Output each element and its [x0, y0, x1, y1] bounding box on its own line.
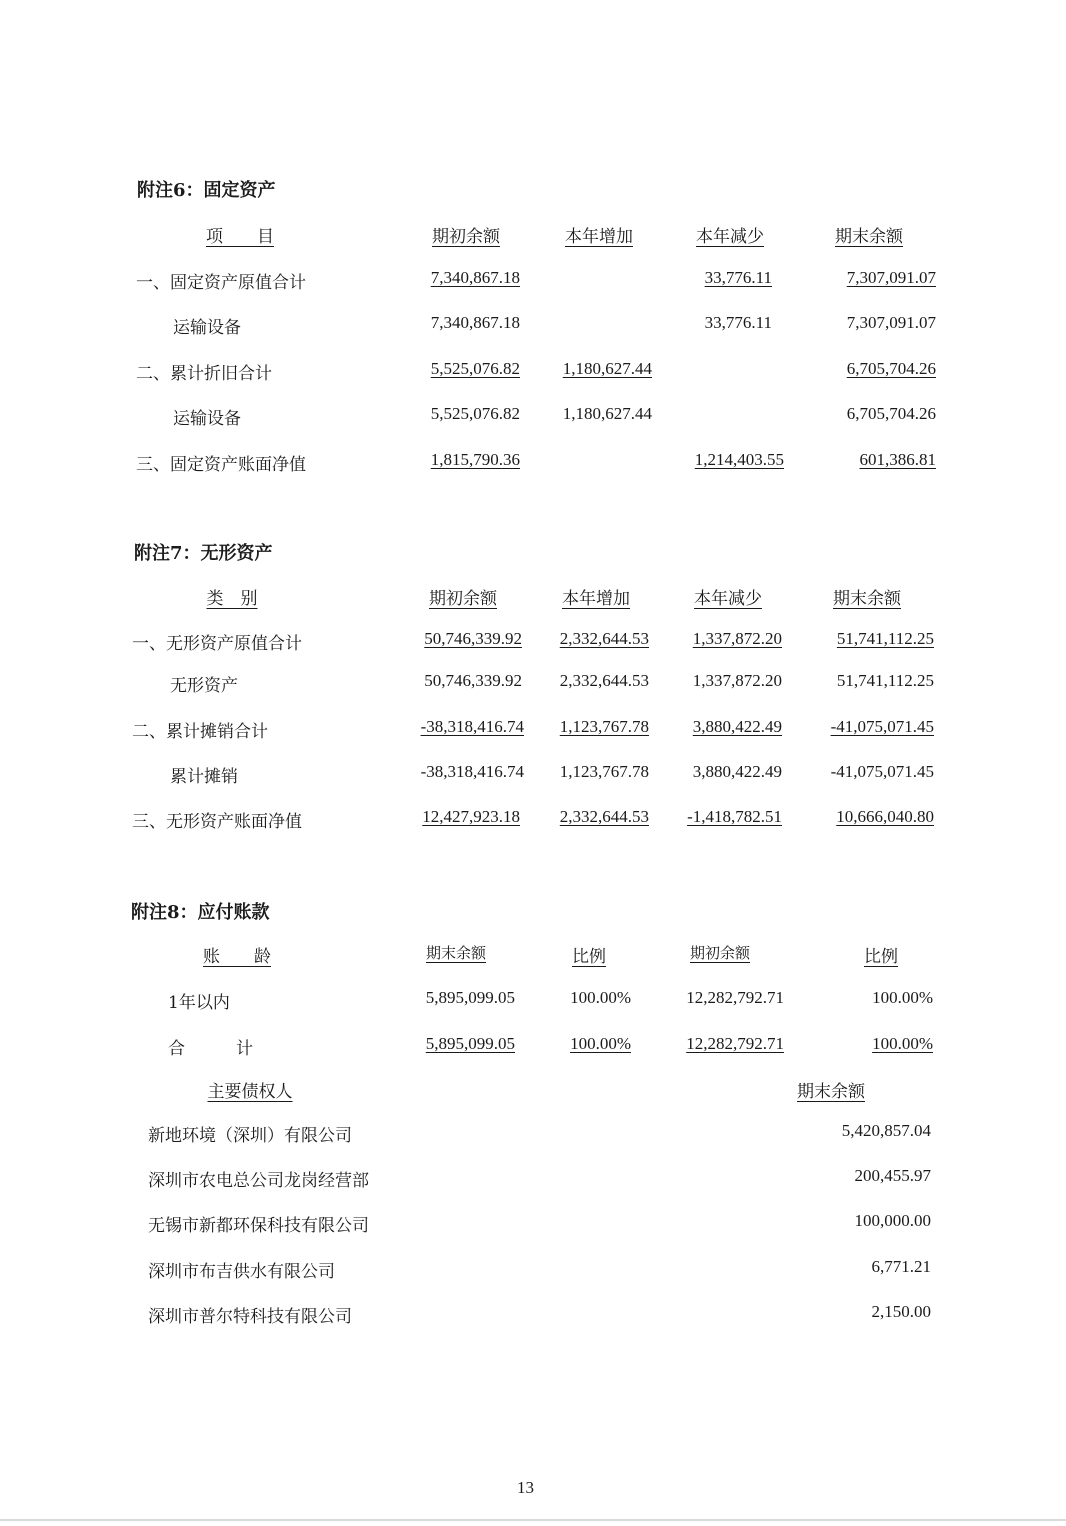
note8-row-label: 合 计	[168, 1039, 253, 1059]
note6-cell: 5,525,076.82	[430, 359, 520, 378]
note7-row-label: 无形资产	[170, 676, 238, 696]
note7-cell: 10,666,040.80	[836, 807, 934, 826]
note7-row-label: 一、无形资产原值合计	[132, 634, 302, 654]
note8-cell: 12,282,792.71	[686, 988, 784, 1007]
creditor-name: 新地环境（深圳）有限公司	[148, 1126, 352, 1146]
note6-header-closing: 期末余额	[835, 227, 903, 247]
creditor-name: 无锡市新都环保科技有限公司	[148, 1216, 369, 1236]
note8-cell: 100.00%	[570, 988, 631, 1007]
note8-row-label: 1年以内	[168, 993, 230, 1013]
note6-row-label: 运输设备	[173, 409, 241, 429]
creditor-header: 主要债权人	[207, 1082, 293, 1102]
note7-cell: -41,075,071.45	[830, 717, 934, 736]
note8-header-closing: 期末余额	[425, 944, 486, 962]
creditor-amount-header: 期末余额	[797, 1082, 865, 1102]
note8-cell: 100.00%	[570, 1034, 631, 1053]
note7-cell: 3,880,422.49	[692, 717, 782, 736]
creditor-name: 深圳市农电总公司龙岗经营部	[148, 1171, 369, 1191]
creditor-amount: 6,771.21	[871, 1257, 931, 1276]
note6-cell: 1,180,627.44	[562, 359, 652, 378]
note6-cell: 7,340,867.18	[430, 313, 520, 332]
page-number: 13	[517, 1478, 534, 1497]
note6-cell: 7,307,091.07	[846, 313, 936, 332]
note7-cell: 50,746,339.92	[424, 671, 522, 690]
creditor-amount: 5,420,857.04	[841, 1121, 931, 1140]
note7-cell: 1,123,767.78	[559, 762, 649, 781]
note7-cell: 3,880,422.49	[692, 762, 782, 781]
note6-row-label: 一、固定资产原值合计	[136, 273, 306, 293]
note6-header-item: 项 目	[206, 227, 274, 247]
creditor-name: 深圳市布吉供水有限公司	[148, 1262, 335, 1282]
note7-cell: 1,123,767.78	[559, 717, 649, 736]
note8-title: 附注8：应付账款	[131, 902, 270, 923]
note6-cell: 7,340,867.18	[430, 268, 520, 287]
note7-cell: 51,741,112.25	[836, 671, 934, 690]
note6-header-increase: 本年增加	[565, 227, 633, 247]
note7-header-decrease: 本年减少	[694, 589, 762, 609]
note6-cell: 6,705,704.26	[846, 404, 936, 423]
note7-cell: 2,332,644.53	[559, 629, 649, 648]
note6-header-opening: 期初余额	[432, 227, 500, 247]
note6-cell: 5,525,076.82	[430, 404, 520, 423]
note6-header-decrease: 本年减少	[696, 227, 764, 247]
note6-cell: 1,180,627.44	[562, 404, 652, 423]
note7-cell: 1,337,872.20	[692, 671, 782, 690]
note8-cell: 100.00%	[872, 1034, 933, 1053]
note6-row-label: 三、固定资产账面净值	[136, 455, 306, 475]
note8-header-aging: 账 龄	[203, 947, 271, 967]
note6-cell: 1,815,790.36	[430, 450, 520, 469]
note7-header-category: 类 别	[206, 589, 258, 609]
note7-cell: 2,332,644.53	[559, 671, 649, 690]
note6-cell: 1,214,403.55	[694, 450, 784, 469]
note6-cell: 7,307,091.07	[846, 268, 936, 287]
note7-title: 附注7：无形资产	[134, 543, 273, 564]
note8-cell: 100.00%	[872, 988, 933, 1007]
note8-cell: 12,282,792.71	[686, 1034, 784, 1053]
creditor-amount: 200,455.97	[854, 1166, 931, 1185]
note8-header-ratio2: 比例	[864, 947, 898, 967]
note8-header-ratio: 比例	[572, 947, 606, 967]
note6-cell: 601,386.81	[859, 450, 936, 469]
note7-row-label: 二、累计摊销合计	[132, 722, 268, 742]
note8-cell: 5,895,099.05	[425, 1034, 515, 1053]
creditor-name: 深圳市普尔特科技有限公司	[148, 1307, 352, 1327]
note7-cell: 1,337,872.20	[692, 629, 782, 648]
note7-header-increase: 本年增加	[562, 589, 630, 609]
note7-header-opening: 期初余额	[429, 589, 497, 609]
note7-cell: -1,418,782.51	[687, 807, 782, 826]
page-bottom-divider	[0, 1519, 1066, 1521]
note7-cell: 51,741,112.25	[836, 629, 934, 648]
note7-cell: -41,075,071.45	[830, 762, 934, 781]
note6-title: 附注6：固定资产	[137, 180, 276, 201]
note7-header-closing: 期末余额	[833, 589, 901, 609]
note8-header-opening: 期初余额	[689, 944, 750, 962]
note6-cell: 6,705,704.26	[846, 359, 936, 378]
note7-row-label: 累计摊销	[170, 767, 238, 787]
note7-cell: -38,318,416.74	[420, 717, 524, 736]
note7-cell: 12,427,923.18	[422, 807, 520, 826]
note6-cell: 33,776.11	[704, 268, 772, 287]
note6-row-label: 二、累计折旧合计	[136, 364, 272, 384]
creditor-amount: 100,000.00	[854, 1211, 931, 1230]
note6-row-label: 运输设备	[173, 318, 241, 338]
note7-cell: 2,332,644.53	[559, 807, 649, 826]
note8-cell: 5,895,099.05	[425, 988, 515, 1007]
note7-cell: -38,318,416.74	[420, 762, 524, 781]
creditor-amount: 2,150.00	[871, 1302, 931, 1321]
note7-row-label: 三、无形资产账面净值	[132, 812, 302, 832]
note7-cell: 50,746,339.92	[424, 629, 522, 648]
note6-cell: 33,776.11	[704, 313, 772, 332]
